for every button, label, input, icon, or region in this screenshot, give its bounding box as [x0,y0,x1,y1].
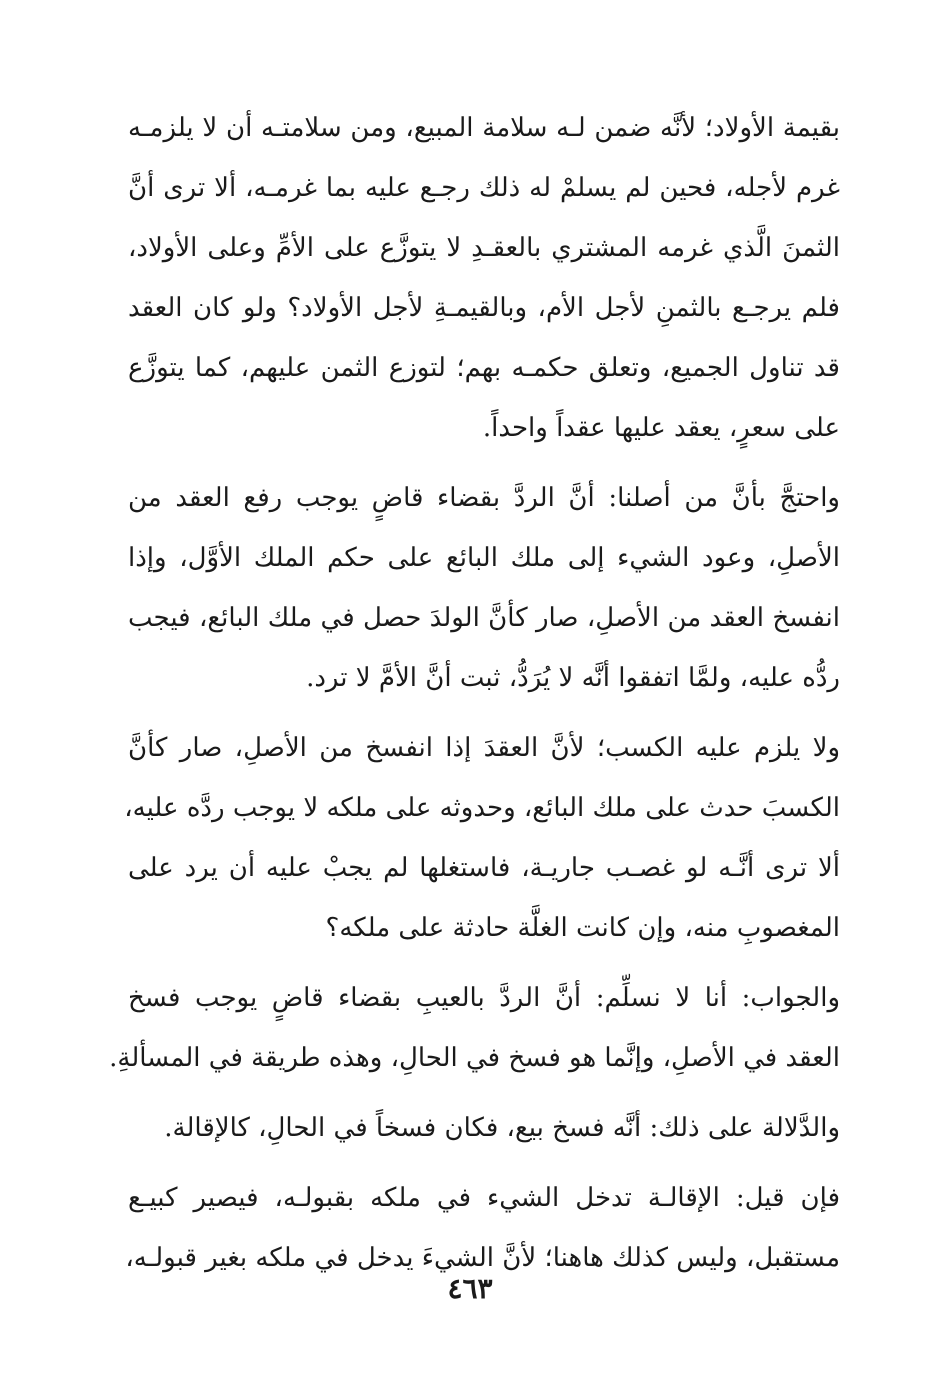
text-line: غرم لأجله، فحين لم يسلمْ له ذلك رجـع عليه بما غرمـه، ألا ترى أنَّ [128,173,840,203]
text-line: بقيمة الأولاد؛ لأنَّه ضمن لـه سلامة المبيع، ومن سلامتـه أن لا يلزمـه [128,113,840,143]
text-line: الأصلِ، وعود الشيء إلى ملك البائع على حكم الملك الأوَّل، وإذا [128,543,840,573]
text-line: ردُّه عليه، ولمَّا اتفقوا أنَّه لا يُرَدُّ، ثبت أنَّ الأمَّ لا ترد. [306,663,840,693]
text-line: والجواب: أنا لا نسلِّم: أنَّ الردَّ بالعيبِ بقضاء قاضٍ يوجب فسخ [128,983,840,1013]
text-line: فإن قيل: الإقالـة تدخل الشيء في ملكه بقبولـه، فيصير كبيـع [128,1183,840,1213]
text-line: الكسبَ حدث على ملك البائع، وحدوثه على ملكه لا يوجب ردَّه عليه، [124,793,840,823]
text-line: والدَّلالة على ذلك: أنَّه فسخ بيع، فكان فسخاً في الحالِ، كالإقالة. [164,1113,840,1143]
text-line: على سعرٍ، يعقد عليها عقداً واحداً. [482,413,840,443]
text-line: قد تناول الجميع، وتعلق حكمـه بهم؛ لتوزع الثمن عليهم، كما يتوزَّع [128,353,840,383]
text-line: ألا ترى أنَّـه لو غصـب جاريـة، فاستغلها لم يجبْ عليه أن يرد على [128,853,840,883]
text-line: العقد في الأصلِ، وإنَّما هو فسخ في الحالِ، وهذه طريقة في المسألةِ. [109,1043,840,1073]
text-line: فلم يرجـع بالثمنِ لأجل الأم، وبالقيمـةِ لأجل الأولاد؟ ولو كان العقد [128,293,840,323]
page-number: ٤٦٣ [447,1272,493,1305]
text-line: المغصوبِ منه، وإن كانت الغلَّة حادثة على ملكه؟ [325,913,840,943]
text-line: مستقبل، وليس كذلك هاهنا؛ لأنَّ الشيءَ يدخل في ملكه بغير قبولـه، [125,1243,840,1273]
text-line: الثمنَ الَّذي غرمه المشتري بالعقـدِ لا يتوزَّع على الأمِّ وعلى الأولاد، [128,233,840,263]
text-line: انفسخ العقد من الأصلِ، صار كأنَّ الولدَ حصل في ملك البائع، فيجب [128,603,840,633]
body-text [109,98,840,1288]
text-line: ولا يلزم عليه الكسب؛ لأنَّ العقدَ إذا انفسخ من الأصلِ، صار كأنَّ [128,733,840,763]
text-line: واحتجَّ بأنَّ من أصلنا: أنَّ الردَّ بقضاء قاضٍ يوجب رفع العقد من [128,483,840,513]
